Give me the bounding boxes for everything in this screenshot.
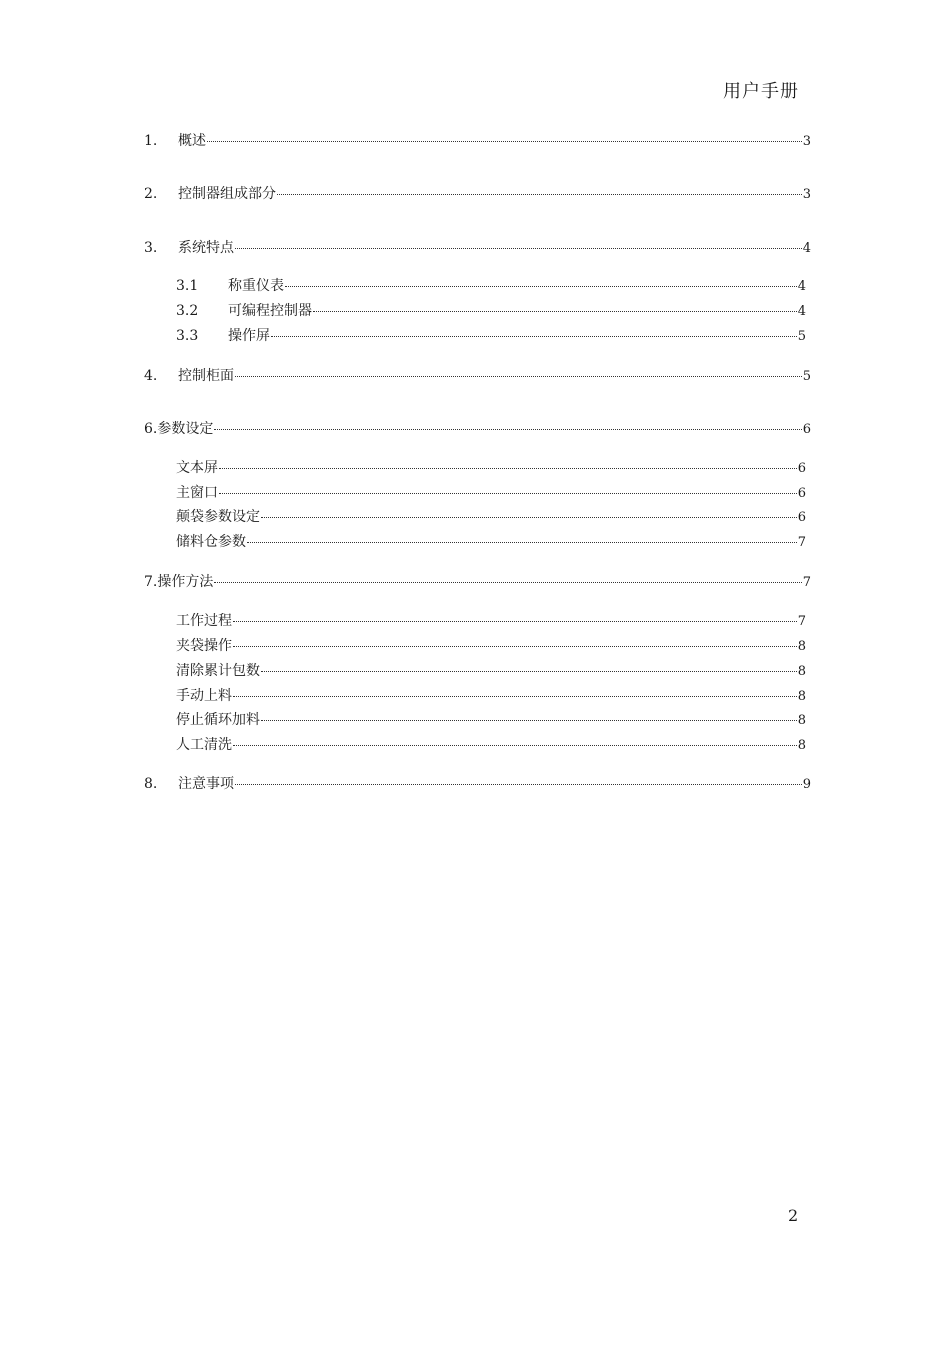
dot-leader xyxy=(261,670,797,672)
toc-page: 8 xyxy=(797,713,806,728)
dot-leader xyxy=(235,375,802,377)
toc-title: 工作过程 xyxy=(176,613,232,629)
toc-entry[interactable] xyxy=(176,611,806,631)
toc-title: 控制器组成部分 xyxy=(178,186,276,202)
toc-title: 概述 xyxy=(178,133,206,149)
toc-title: 称重仪表 xyxy=(228,278,284,294)
table-of-contents xyxy=(144,0,811,820)
dot-leader xyxy=(219,492,797,494)
toc-page: 6 xyxy=(797,510,806,525)
toc-number: 1. xyxy=(144,133,158,149)
toc-entry[interactable] xyxy=(176,735,806,755)
toc-title: 控制柜面 xyxy=(178,368,234,384)
toc-entry[interactable] xyxy=(176,686,806,706)
toc-entry[interactable] xyxy=(144,366,811,386)
toc-title: 操作屏 xyxy=(228,328,270,344)
toc-title: 夹袋操作 xyxy=(176,638,232,654)
toc-page: 7 xyxy=(802,575,811,590)
toc-number: 3.1 xyxy=(176,278,199,294)
toc-title: 文本屏 xyxy=(176,460,218,476)
dot-leader xyxy=(233,744,797,746)
toc-number: 2. xyxy=(144,186,158,202)
dot-leader xyxy=(285,285,797,287)
toc-page: 6 xyxy=(802,422,811,437)
toc-title: 主窗口 xyxy=(176,485,218,501)
dot-leader xyxy=(233,695,797,697)
toc-entry[interactable] xyxy=(176,636,806,656)
toc-page: 4 xyxy=(802,241,811,256)
toc-entry[interactable] xyxy=(144,131,811,151)
toc-title: 可编程控制器 xyxy=(228,303,312,319)
dot-leader xyxy=(261,719,797,721)
dot-leader xyxy=(233,620,797,622)
toc-entry[interactable] xyxy=(144,238,811,258)
dot-leader xyxy=(313,310,797,312)
toc-title: 注意事项 xyxy=(178,776,234,792)
toc-page: 6 xyxy=(797,461,806,476)
toc-title: 颠袋参数设定 xyxy=(176,509,260,525)
toc-page: 4 xyxy=(797,279,806,294)
toc-page: 3 xyxy=(802,134,811,149)
toc-entry[interactable] xyxy=(176,532,806,552)
toc-number: 4. xyxy=(144,368,158,384)
toc-entry[interactable] xyxy=(144,572,811,592)
toc-title: 清除累计包数 xyxy=(176,663,260,679)
toc-title: 储料仓参数 xyxy=(176,534,246,550)
toc-page: 4 xyxy=(797,304,806,319)
toc-title: 7.操作方法 xyxy=(144,574,214,590)
toc-entry[interactable] xyxy=(176,326,806,346)
toc-title: 6.参数设定 xyxy=(144,421,214,437)
dot-leader xyxy=(247,541,797,543)
toc-entry[interactable] xyxy=(176,301,806,321)
dot-leader xyxy=(233,645,797,647)
toc-title: 手动上料 xyxy=(176,688,232,704)
toc-page: 8 xyxy=(797,664,806,679)
dot-leader xyxy=(214,581,801,583)
toc-entry[interactable] xyxy=(176,276,806,296)
toc-entry[interactable] xyxy=(176,661,806,681)
toc-number: 3.2 xyxy=(176,303,199,319)
toc-page: 8 xyxy=(797,738,806,753)
toc-entry[interactable] xyxy=(144,184,811,204)
dot-leader xyxy=(271,335,797,337)
toc-page: 5 xyxy=(797,329,806,344)
toc-number: 3. xyxy=(144,240,158,256)
toc-entry[interactable] xyxy=(176,458,806,478)
toc-page: 5 xyxy=(802,369,811,384)
dot-leader xyxy=(235,783,802,785)
toc-title: 系统特点 xyxy=(178,240,234,256)
dot-leader xyxy=(277,193,802,195)
toc-number: 3.3 xyxy=(176,328,199,344)
toc-page: 3 xyxy=(802,187,811,202)
toc-page: 9 xyxy=(802,777,811,792)
toc-page: 8 xyxy=(797,639,806,654)
toc-page: 6 xyxy=(797,486,806,501)
toc-page: 8 xyxy=(797,689,806,704)
dot-leader xyxy=(214,428,801,430)
toc-entry[interactable] xyxy=(176,710,806,730)
dot-leader xyxy=(207,140,802,142)
page-header: 用户手册 xyxy=(723,81,799,102)
toc-number: 8. xyxy=(144,776,158,792)
toc-title: 停止循环加料 xyxy=(176,712,260,728)
toc-entry[interactable] xyxy=(176,507,806,527)
toc-title: 人工清洗 xyxy=(176,737,232,753)
toc-page: 7 xyxy=(797,614,806,629)
dot-leader xyxy=(261,516,797,518)
toc-page: 7 xyxy=(797,535,806,550)
toc-entry[interactable] xyxy=(144,774,811,794)
dot-leader xyxy=(219,467,797,469)
toc-entry[interactable] xyxy=(144,419,811,439)
toc-entry[interactable] xyxy=(176,483,806,503)
page-number: 2 xyxy=(788,1206,799,1225)
dot-leader xyxy=(235,247,802,249)
